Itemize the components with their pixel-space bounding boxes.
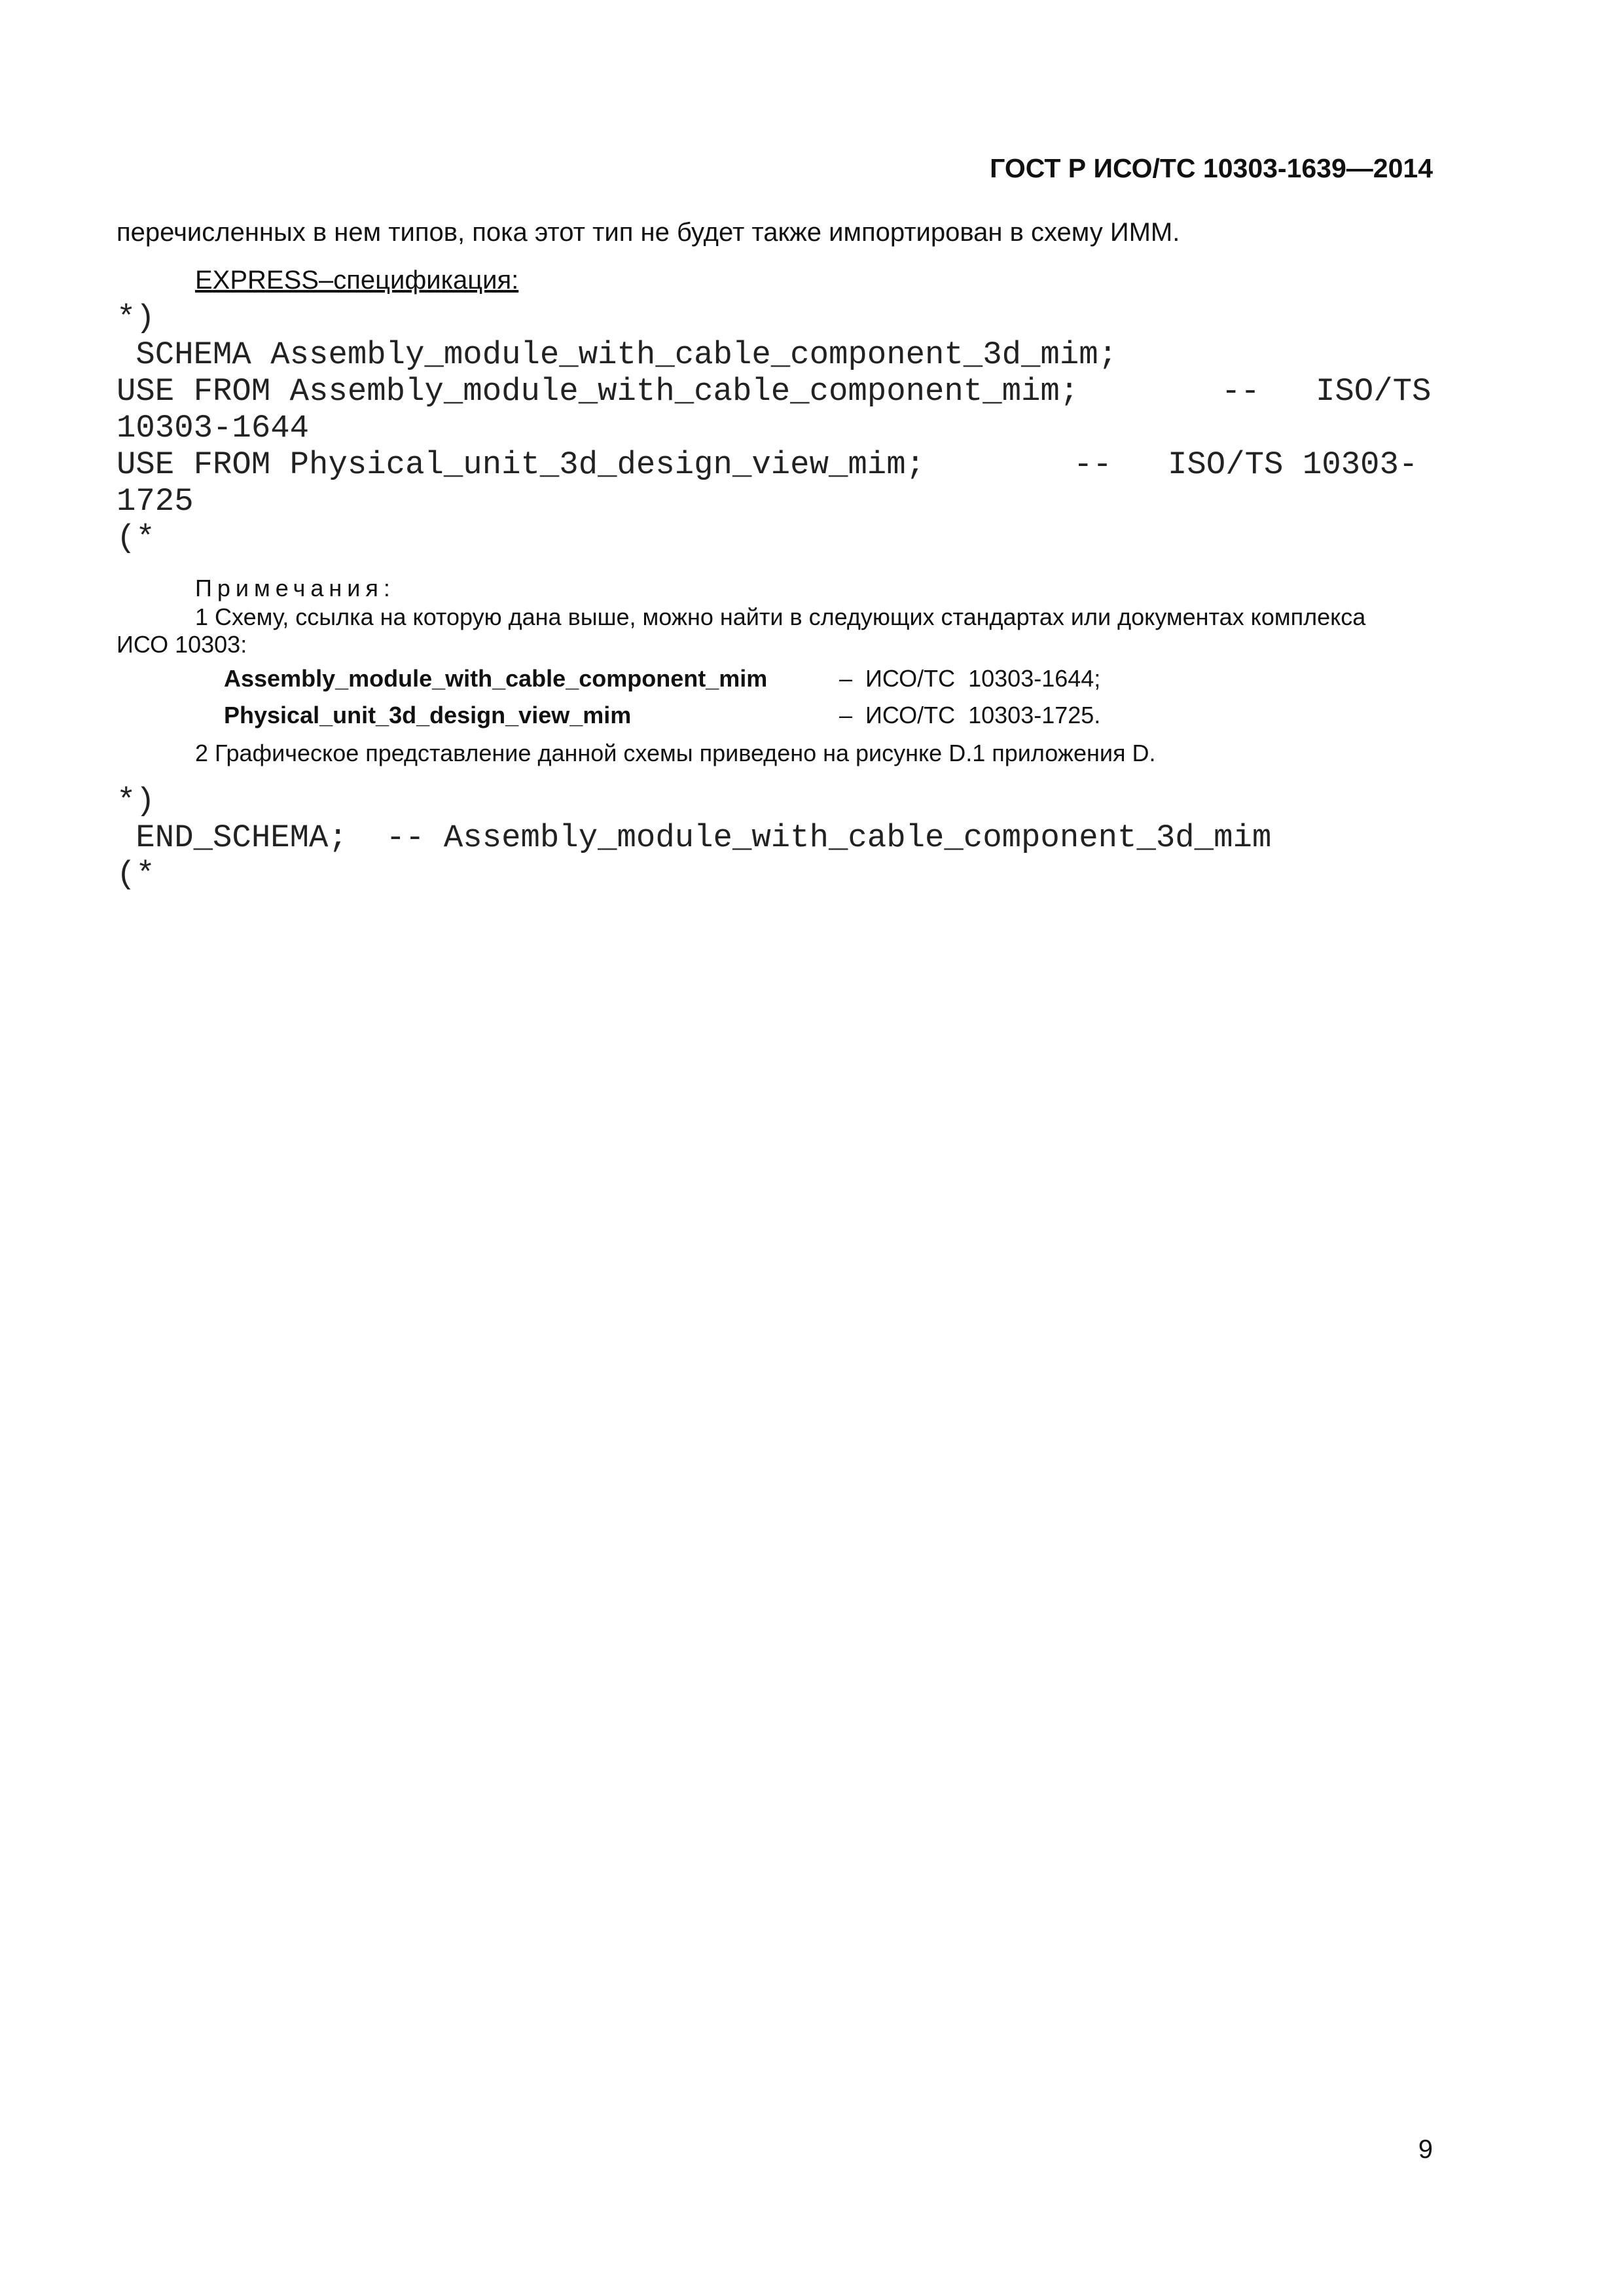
- code-schema-line: SCHEMA Assembly_module_with_cable_component_3d_mim;: [117, 336, 1118, 373]
- intro-paragraph: перечисленных в нем типов, пока этот тип не будет также импортирован в схему ИММ.: [117, 218, 1180, 247]
- code-comment-close: *): [117, 300, 155, 336]
- code-use-line-1-ref: ISO/TS: [1316, 373, 1432, 410]
- code-comment-close: *): [117, 783, 155, 819]
- code-use-line-2-cont: 1725: [117, 483, 194, 520]
- ref-standard: – ИСО/ТС 10303-1725.: [839, 702, 1101, 728]
- express-label: EXPRESS–спецификация:: [195, 266, 519, 295]
- code-use-line-1-dash: --: [1221, 373, 1260, 410]
- ref-schema-name: Physical_unit_3d_design_view_mim: [224, 702, 632, 728]
- document-header: ГОСТ Р ИСО/ТС 10303-1639—2014: [990, 153, 1433, 183]
- code-comment-open: (*: [117, 856, 155, 893]
- ref-standard: – ИСО/ТС 10303-1644;: [839, 665, 1101, 692]
- code-comment-open: (*: [117, 520, 155, 556]
- note-1-line-1: 1 Схему, ссылка на которую дана выше, можно найти в следующих стандартах или документах комплекса: [195, 603, 1366, 630]
- note-2: 2 Графическое представление данной схемы приведено на рисунке D.1 приложения D.: [195, 740, 1156, 766]
- code-use-line-2: USE FROM Physical_unit_3d_design_view_mim;: [117, 446, 926, 483]
- ref-schema-name: Assembly_module_with_cable_component_mim: [224, 665, 768, 692]
- notes-title: Примечания:: [195, 575, 395, 601]
- code-use-line-2-ref: ISO/TS 10303-: [1168, 446, 1418, 483]
- code-end-schema-line: END_SCHEMA; -- Assembly_module_with_cable_component_3d_mim: [117, 819, 1272, 856]
- note-1-line-2: ИСО 10303:: [117, 631, 247, 658]
- code-use-line-1-cont: 10303-1644: [117, 410, 310, 446]
- code-use-line-1: USE FROM Assembly_module_with_cable_component_mim;: [117, 373, 1079, 410]
- page-number: 9: [1418, 2135, 1433, 2164]
- code-use-line-2-dash: --: [1074, 446, 1112, 483]
